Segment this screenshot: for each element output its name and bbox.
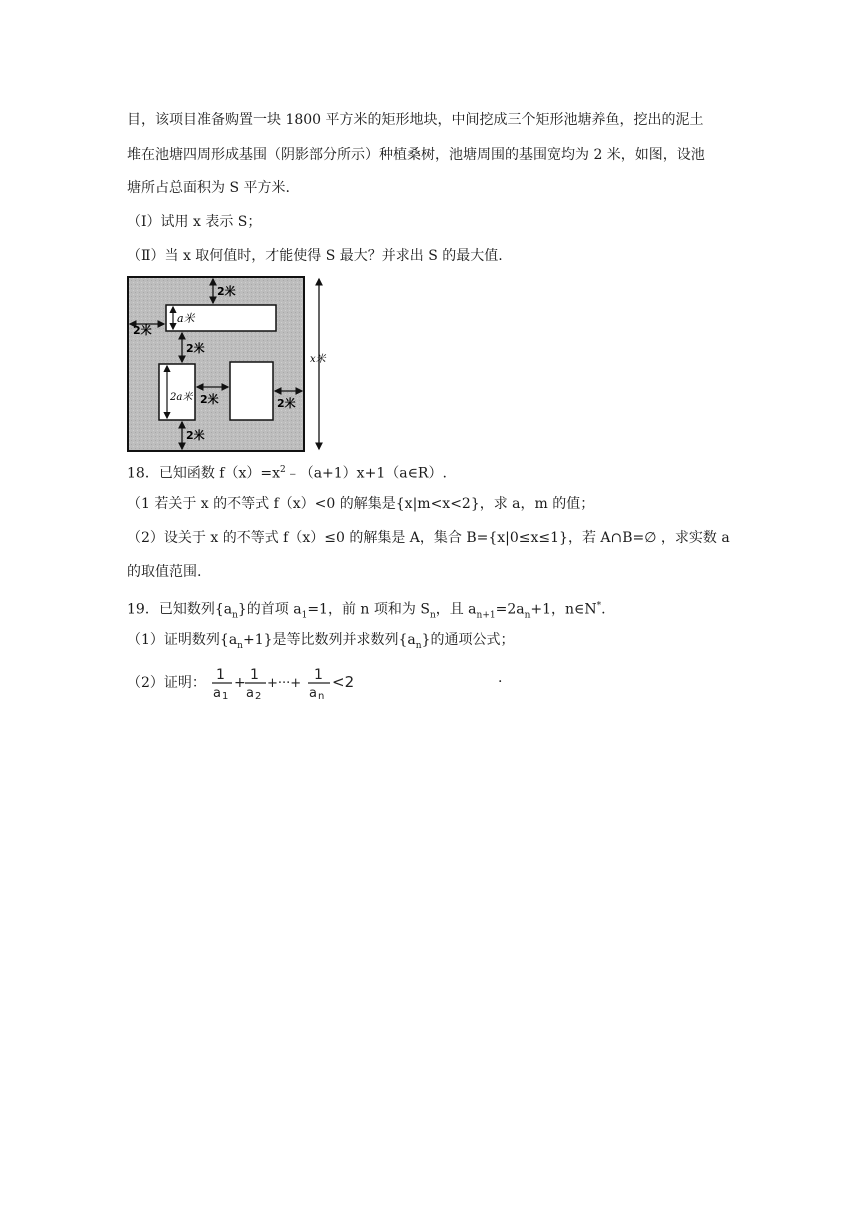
svg-text:1: 1 [314,667,324,683]
p17-text-line-3: 塘所占总面积为 S 平方米. [127,180,290,196]
p18-stem: 18．已知函数 $f(x)=x^2﹣(a+1)x+1(a\in R)$. [127,465,447,482]
p18-part-2-cont: 的取值范围. [127,564,202,580]
p18-part-1: （1 若关于 x 的不等式 f（x）<0 的解集是{x|m<x<2}，求 a，m 的值； [127,496,595,512]
svg-text:2: 2 [255,691,262,700]
label-2m-top: 2米 [217,285,236,298]
p17-part-1: （Ⅰ）试用 x 表示 S； [127,214,262,230]
svg-text:+···+: +···+ [267,676,302,691]
label-2m-middle: 2米 [186,342,205,355]
svg-text:+: + [234,675,247,691]
label-2a-m: 2a米 [170,392,193,403]
svg-text:a: a [309,686,318,700]
sum-inequality-formula [212,666,362,700]
p19-part-2: （2）证明： 1 a 1 + 1 a 2 +···+ 1 a n <2 [127,666,362,700]
svg-text:1: 1 [250,667,260,683]
label-2m-right: 2米 [277,397,296,410]
svg-text:1: 1 [222,691,229,700]
svg-text:a: a [246,686,255,700]
p17-text-line-2: 堆在池塘四周形成基围（阴影部分所示）种植桑树，池塘周围的基围宽均为 2 米，如图，设池 [127,147,705,163]
land-plot [128,277,304,451]
svg-text:<2: <2 [332,673,355,691]
label-2m-bottom: 2米 [186,429,205,442]
label-2m-between: 2米 [200,393,219,406]
label-2m-left: 2米 [133,324,152,337]
p19-part-2-end: . [498,670,503,686]
pond-bottom-right [230,362,273,420]
label-x-m: x米 [310,354,326,365]
p17-part-2: （Ⅱ）当 x 取何值时，才能使得 S 最大？并求出 S 的最大值. [127,248,503,264]
label-a-m: a米 [177,312,195,325]
svg-text:a: a [213,686,222,700]
p19-part-1: （1）证明数列$\{a_n+1\}$是等比数列并求数列$\{a_n\}$的通项公式； [127,632,515,651]
p19-stem: 19．已知数列$\{a_n\}$的首项 $a_1=1$，前 n 项和为 $S_n$，且 $a_{n+1}=2a_n+1$，n∈N*. [127,601,606,621]
svg-text:1: 1 [216,667,226,683]
p18-part-2: （2）设关于 x 的不等式 f（x）≤0 的解集是 A，集合 B={x|0≤x≤1}，若 A∩B=∅ ，求实数 a [127,530,730,546]
p17-text-line-1: 目，该项目准备购置一块 1800 平方米的矩形地块，中间挖成三个矩形池塘养鱼，挖出的泥土 [127,112,704,128]
pond-diagram [127,276,337,454]
svg-text:n: n [318,691,325,700]
